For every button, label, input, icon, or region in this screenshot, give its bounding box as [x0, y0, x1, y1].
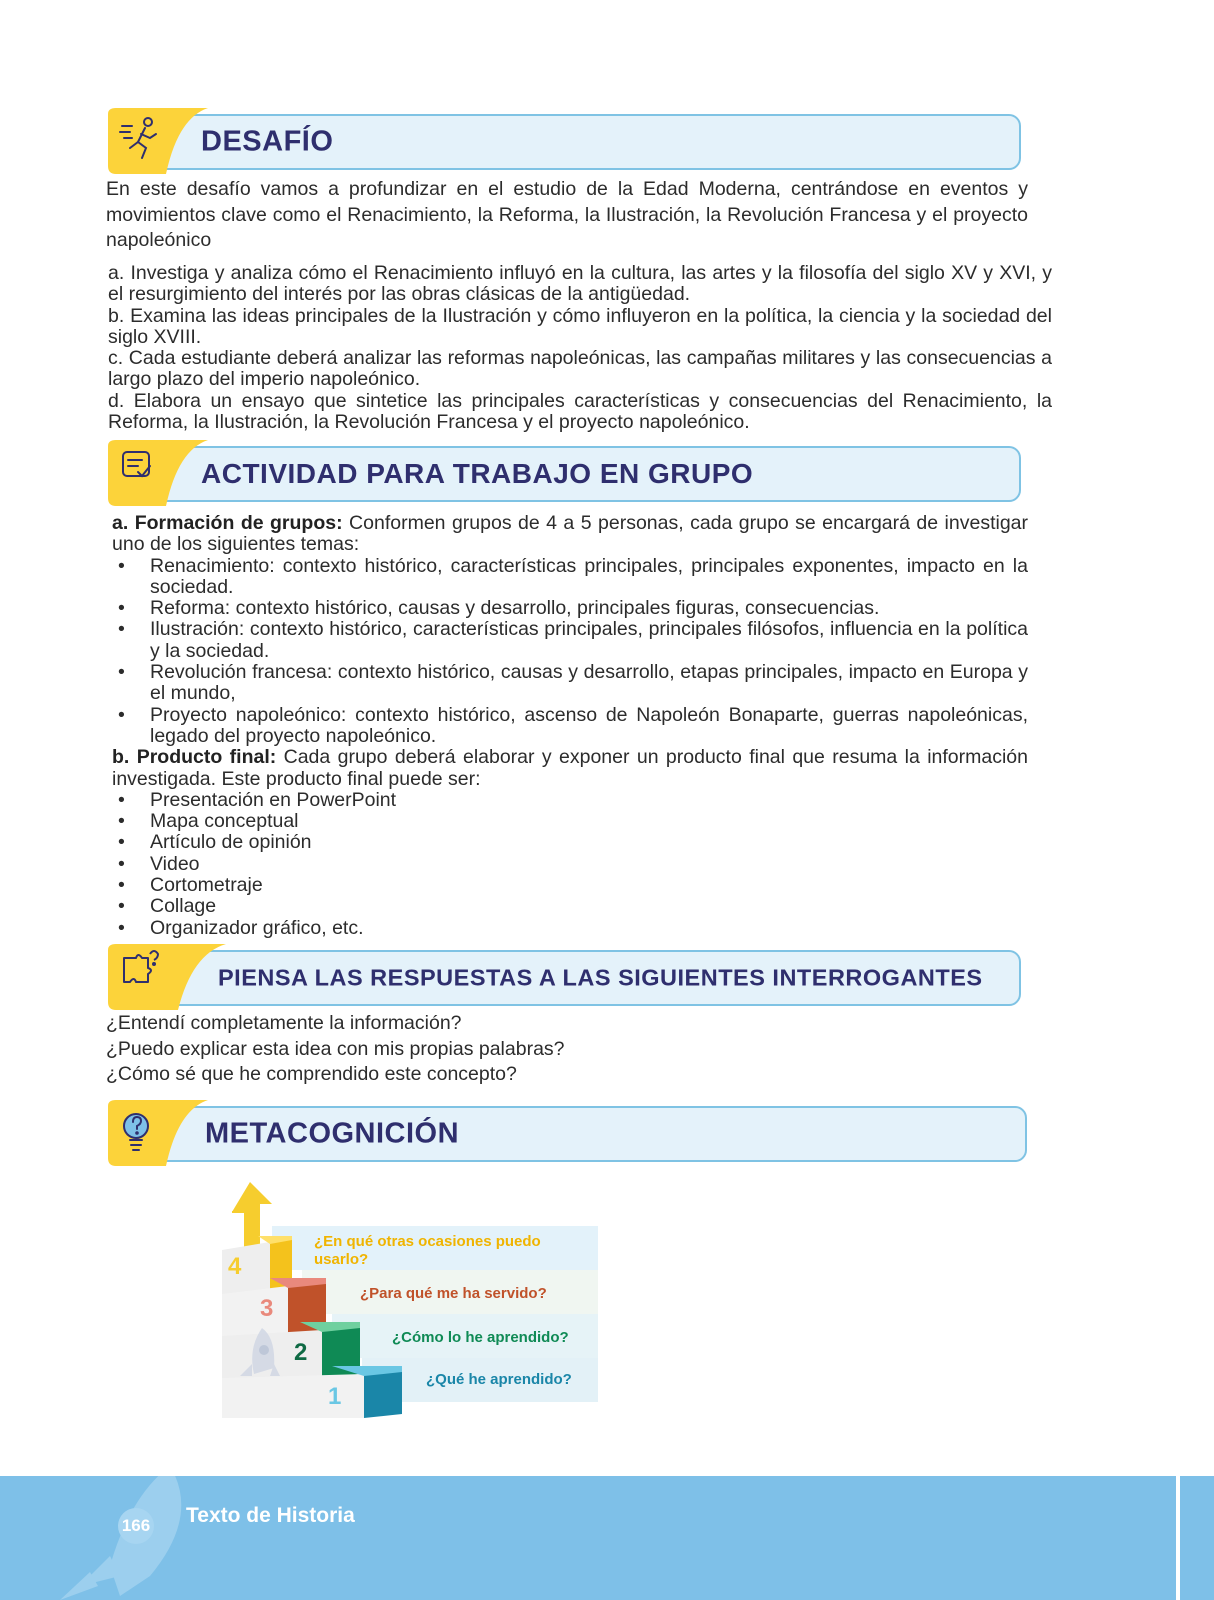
grupo-producto [112, 747, 1028, 790]
piensa-questions [106, 1011, 1006, 1088]
step-1-label: ¿Qué he aprendido? [426, 1371, 572, 1388]
question-item: ¿Cómo sé que he comprendido este concepto? [106, 1063, 517, 1085]
metacognition-stairs [222, 1178, 608, 1428]
grupo-tab [108, 440, 208, 506]
meta-title: METACOGNICIÓN [205, 1117, 460, 1150]
desafio-title: DESAFÍO [201, 125, 334, 158]
desafio-banner [108, 114, 1021, 170]
page-number: 166 [118, 1508, 154, 1544]
rocket-watermark-icon [50, 1476, 190, 1600]
grupo-content [112, 513, 1028, 939]
grupo-formacion-text: Conformen grupos de 4 a 5 personas, cada grupo se encargará de investigar uno de los siguientes temas: [112, 512, 1028, 556]
producto-item: • Mapa conceptual [112, 811, 1028, 832]
desafio-item-d: d. Elabora un ensayo que sintetice las principales características y consecuencias del Renacimiento, la Reforma, la Ilustración, la Revolución Francesa y el proyecto napoleónico. [108, 389, 1052, 434]
desafio-item-a: a. Investiga y analiza cómo el Renacimiento influyó en la cultura, las artes y la filosofía del siglo XV y XVI, y el resurgimiento del interés por las obras clásicas de la antigüedad. [108, 262, 1052, 306]
tema-renacimiento: • Renacimiento: contexto histórico, características principales, principales exponentes, impacto en la sociedad. [112, 556, 1028, 599]
grupo-formacion [112, 513, 1028, 556]
step-number: 4 [228, 1253, 242, 1280]
grupo-title: ACTIVIDAD PARA TRABAJO EN GRUPO [201, 458, 754, 489]
grupo-banner [108, 446, 1021, 502]
step-number: 2 [294, 1339, 308, 1366]
producto-item: • Video [112, 854, 1028, 875]
tema-ilustracion: • Ilustración: contexto histórico, características principales, principales filósofos, influencia en la política y la sociedad. [112, 619, 1028, 662]
producto-item: • Cortometraje [112, 875, 1028, 896]
step-number: 1 [328, 1383, 342, 1410]
step-2-label: ¿Cómo lo he aprendido? [392, 1329, 569, 1346]
question-item: ¿Entendí completamente la información? [106, 1012, 462, 1034]
tema-revolucion: • Revolución francesa: contexto histórico, causas y desarrollo, etapas principales, impacto en Europa y el mundo, [112, 662, 1028, 705]
producto-item: • Organizador gráfico, etc. [112, 918, 1028, 939]
meta-tab [108, 1100, 208, 1166]
page-footer [0, 1476, 1214, 1600]
step-4-label-cont: usarlo? [314, 1251, 369, 1268]
step-4-label: ¿En qué otras ocasiones puedo [314, 1233, 541, 1250]
footer-edge [1176, 1476, 1214, 1600]
step-3-label: ¿Para qué me ha servido? [360, 1285, 547, 1302]
grupo-producto-text: Cada grupo deberá elaborar y exponer un producto final que resuma la información investigada. Este producto final puede ser: [112, 746, 1029, 790]
tema-reforma: • Reforma: contexto histórico, causas y desarrollo, principales figuras, consecuencias. [112, 598, 1028, 619]
desafio-items [108, 263, 1052, 433]
step-number: 3 [260, 1295, 274, 1322]
producto-item: • Presentación en PowerPoint [112, 790, 1028, 811]
meta-banner [108, 1106, 1027, 1162]
desafio-tab [108, 108, 208, 174]
grupo-formacion-label: a. Formación de grupos: [112, 512, 343, 534]
piensa-banner [108, 950, 1021, 1006]
piensa-title: PIENSA LAS RESPUESTAS A LAS SIGUIENTES INTERROGANTES [218, 964, 983, 991]
question-item: ¿Puedo explicar esta idea con mis propias palabras? [106, 1037, 565, 1060]
desafio-intro: En este desafío vamos a profundizar en el estudio de la Edad Moderna, centrándose en eventos y movimientos clave como el Renacimiento, la Reforma, la Ilustración, la Revolución Francesa y el proyecto napoleónico [106, 178, 1028, 251]
producto-item: • Artículo de opinión [112, 832, 1028, 853]
grupo-producto-label: b. Producto final: [112, 746, 277, 769]
desafio-item-c: c. Cada estudiante deberá analizar las reformas napoleónicas, las campañas militares y las consecuencias a largo plazo del imperio napoleónico. [108, 347, 1052, 391]
desafio-item-b: b. Examina las ideas principales de la Ilustración y cómo influyeron en la política, la ciencia y la sociedad del siglo XVIII. [108, 304, 1052, 348]
book-title: Texto de Historia [186, 1504, 355, 1527]
piensa-tab [108, 944, 226, 1010]
producto-item: • Collage [112, 896, 1028, 917]
tema-napoleonico: • Proyecto napoleónico: contexto histórico, ascenso de Napoleón Bonaparte, guerras napoleónicas, legado del proyecto napoleónico. [112, 705, 1028, 748]
